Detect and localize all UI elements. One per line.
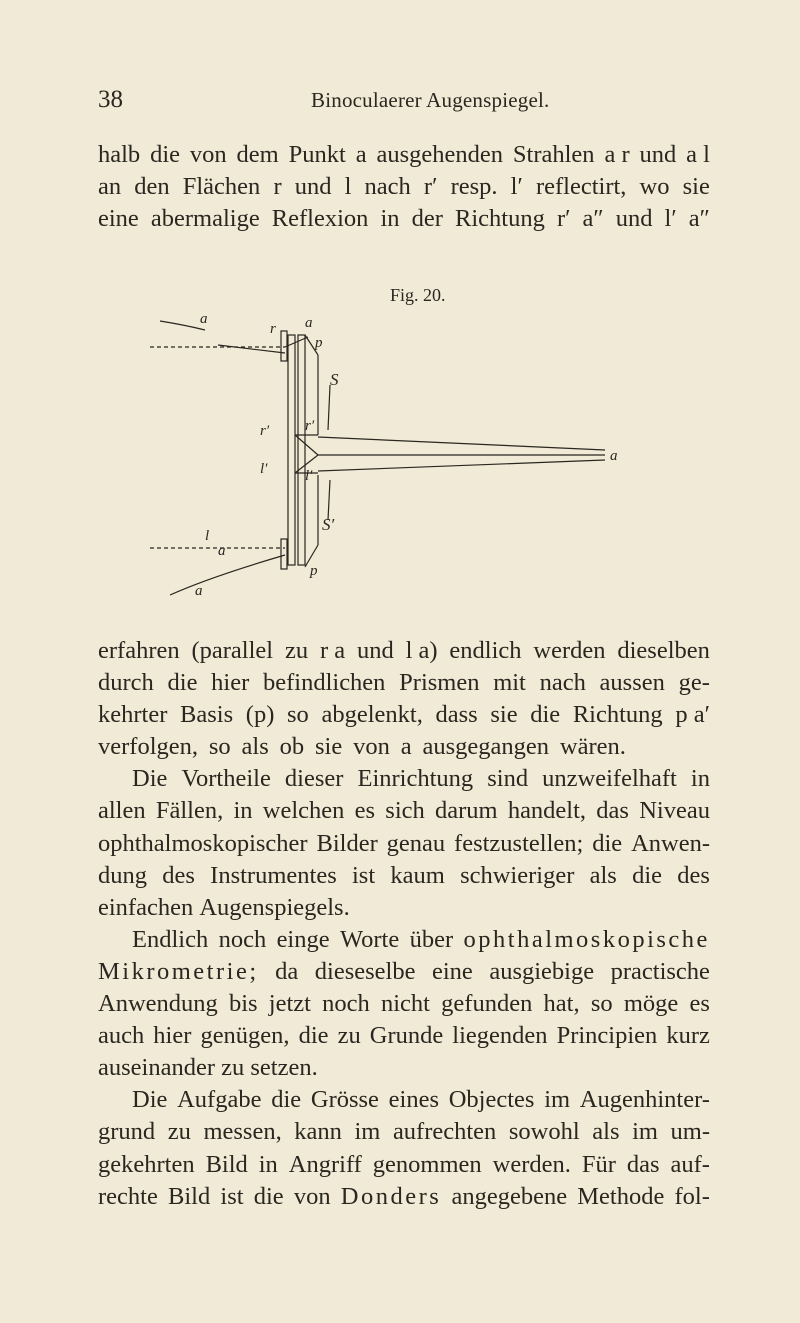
fig-label: l′ (305, 468, 313, 484)
word: Worte (339, 925, 400, 953)
word: dem (236, 141, 279, 168)
word: so (208, 733, 231, 761)
fig-label: a (610, 448, 618, 464)
fig-label: l (205, 528, 210, 544)
word: noch (322, 990, 370, 1018)
word: Mikrometrie; (98, 957, 259, 985)
word: abgelenkt, (321, 701, 423, 729)
word: angegebene (451, 1182, 568, 1210)
page-header (98, 86, 708, 118)
word: die (298, 1022, 329, 1050)
word: erfahren (98, 637, 180, 664)
text-line (98, 139, 710, 171)
word: Bild (168, 1182, 211, 1210)
word: setzen. (250, 1054, 318, 1082)
running-title: Binoculaerer Augenspiegel. (311, 88, 550, 112)
word: Reflexion (271, 205, 369, 233)
word: und (615, 205, 653, 233)
word: zu (337, 1022, 361, 1050)
word: r (273, 173, 282, 201)
word: messen, (203, 1118, 282, 1146)
text-line (98, 988, 710, 1020)
word: des (677, 861, 710, 889)
ray-line (160, 321, 205, 330)
word: das (596, 797, 629, 825)
word: genommen (372, 1150, 482, 1178)
word: wo (639, 173, 670, 201)
word: es (354, 797, 376, 825)
word: nach (539, 669, 586, 697)
word: auf- (670, 1150, 710, 1178)
word: Donders (340, 1182, 442, 1210)
word: werden (533, 637, 606, 664)
word: Fällen, (155, 797, 224, 825)
word: und (356, 637, 394, 664)
word: Objectes (448, 1086, 535, 1114)
word: Richtung (455, 205, 545, 233)
word: liegenden (452, 1022, 548, 1050)
word: Prismen (399, 669, 480, 697)
fig-label-s-prime: S′ (322, 515, 335, 534)
word: Punkt (288, 141, 346, 168)
word: eines (388, 1086, 439, 1114)
word: hier (211, 669, 250, 697)
word: kehrter (98, 701, 168, 729)
ray-line (218, 345, 285, 353)
word: resp. (450, 173, 498, 201)
word: werden. (492, 1150, 571, 1178)
word: und (294, 173, 332, 201)
word: in (690, 765, 710, 793)
word: im (354, 1118, 381, 1146)
fig-label: a (305, 315, 313, 331)
word: rechte (98, 1182, 158, 1210)
word: sie (315, 733, 343, 761)
word: Basis (180, 701, 234, 729)
word: a r (604, 141, 630, 168)
text-line (98, 924, 710, 956)
word: handelt, (507, 797, 587, 825)
word: im (632, 1118, 658, 1146)
word: practische (610, 957, 710, 985)
text-line (98, 860, 710, 892)
word: nach (364, 173, 411, 201)
prism-lower (281, 539, 287, 569)
fig-label: r (270, 321, 276, 337)
word: grund (98, 1118, 156, 1146)
word: r a (319, 637, 346, 664)
text-line (98, 763, 710, 795)
word: bis (228, 990, 258, 1018)
word: als (241, 733, 269, 761)
word: zu (284, 637, 309, 664)
text-line (98, 1116, 710, 1148)
page-number: 38 (98, 86, 123, 113)
word: als (589, 861, 617, 889)
word: Die (132, 1086, 168, 1114)
figure-prism-diagram (150, 305, 620, 610)
word: darum (434, 797, 498, 825)
word: Angriff (288, 1150, 362, 1178)
word: so (287, 701, 309, 729)
text-line (98, 667, 710, 699)
word: genügen, (200, 1022, 290, 1050)
word: durch (98, 669, 154, 697)
word: auch (98, 1022, 145, 1050)
word: wären. (559, 733, 626, 761)
word: in (233, 797, 253, 825)
word: kaum (390, 861, 445, 889)
word: (p) (245, 701, 275, 729)
word: ausgiebige (489, 957, 595, 985)
word: Für (581, 1150, 616, 1178)
word: die (271, 1086, 302, 1114)
word: sich (385, 797, 425, 825)
word: l a) (405, 637, 438, 664)
word: kurz (666, 1022, 710, 1050)
word: schwieriger (460, 861, 575, 889)
text-line (98, 1181, 710, 1213)
word: Richtung (572, 701, 663, 729)
mirror-plate-left (288, 335, 295, 565)
word: eine (432, 957, 473, 985)
fig-label: a (218, 543, 226, 559)
word: hier (153, 1022, 192, 1050)
word: kann (294, 1118, 342, 1146)
word: ophthalmoskopischer (98, 829, 308, 857)
word: r′ (423, 173, 438, 201)
tick-mark (328, 385, 330, 430)
fig-label: a (200, 311, 208, 327)
word: das (626, 1150, 660, 1178)
word: befindlichen (262, 669, 386, 697)
word: an (98, 173, 122, 201)
word: l′ (510, 173, 523, 201)
word: Aufgabe (177, 1086, 262, 1114)
word: sowohl (508, 1118, 580, 1146)
word: Methode (577, 1182, 665, 1210)
word: und (639, 141, 677, 168)
word: ob (279, 733, 305, 761)
word: nicht (380, 990, 430, 1018)
word: die (167, 669, 198, 697)
word: Augenhinter- (579, 1086, 710, 1114)
word: in (258, 1150, 278, 1178)
word: über (409, 925, 454, 953)
word: aufrechten (392, 1118, 497, 1146)
text-line (98, 1084, 710, 1116)
word: dieselben (617, 637, 710, 664)
word: möge (623, 990, 679, 1018)
ray-line (318, 437, 605, 450)
word: reflectirt, (535, 173, 627, 201)
word: endlich (449, 637, 522, 664)
word: welchen (262, 797, 345, 825)
word: von (189, 141, 227, 168)
text-line (98, 1149, 710, 1181)
word: die (632, 861, 663, 889)
word: r′ (556, 205, 571, 233)
word: ist (220, 1182, 244, 1210)
text-line (98, 203, 710, 235)
word: um- (670, 1118, 710, 1146)
word: einfachen (98, 893, 194, 921)
word: zu (167, 1118, 191, 1146)
text-line (98, 828, 710, 860)
word: l′ (664, 205, 677, 233)
word: ausgehenden (376, 141, 504, 168)
word: es (689, 990, 710, 1018)
text-line (98, 892, 710, 924)
word: die (530, 701, 561, 729)
word: Anwendung (98, 990, 218, 1018)
word: fol- (674, 1182, 710, 1210)
word: Die (132, 765, 168, 793)
fig-label: p (315, 335, 323, 351)
word: hat, (543, 990, 580, 1018)
word: Einrichtung (357, 765, 474, 793)
word: die (150, 141, 181, 168)
word: von (293, 1182, 331, 1210)
word: a (400, 733, 412, 761)
word: die (253, 1182, 284, 1210)
text-line (98, 1052, 710, 1084)
text-block-top (98, 139, 710, 235)
text-line (98, 795, 710, 827)
word: sind (487, 765, 529, 793)
ray-line (170, 555, 285, 595)
word: ge- (678, 669, 710, 697)
mirror-plate-right (298, 335, 305, 565)
text-line (98, 1020, 710, 1052)
fig-label-s: S (330, 370, 339, 389)
word: aussen (599, 669, 665, 697)
word: den (134, 173, 170, 201)
word: gekehrten (98, 1150, 195, 1178)
word: ophthalmoskopische (463, 925, 710, 953)
word: Anwen- (631, 829, 710, 857)
word: dass (435, 701, 478, 729)
word: von (353, 733, 390, 761)
word: Strahlen (512, 141, 595, 168)
text-line (98, 635, 710, 667)
fig-label: a (195, 583, 203, 599)
word: ist (351, 861, 376, 889)
word: p a′ (675, 701, 710, 729)
word: (parallel (191, 637, 274, 664)
prism-diagram (150, 305, 620, 610)
word: des (162, 861, 195, 889)
word: noch (218, 925, 267, 953)
word: Augenspiegels. (199, 893, 350, 921)
word: abermalige (150, 205, 260, 233)
word: als (592, 1118, 620, 1146)
word: Principien (556, 1022, 658, 1050)
text-line (98, 171, 710, 203)
word: dieseselbe (314, 957, 416, 985)
word: allen (98, 797, 146, 825)
text-line (98, 731, 626, 763)
word: eine (98, 205, 139, 233)
ray-line (318, 460, 605, 471)
word: a (355, 141, 367, 168)
word: Grunde (369, 1022, 444, 1050)
word: so (590, 990, 613, 1018)
word: unzweifelhaft (542, 765, 677, 793)
word: Endlich (132, 925, 209, 953)
word: dung (98, 861, 147, 889)
fig-label: r′ (260, 423, 270, 439)
word: da (275, 957, 299, 985)
word: ausgegangen (422, 733, 550, 761)
word: halb (98, 141, 141, 168)
word: Bild (205, 1150, 248, 1178)
word: a l (686, 141, 710, 168)
text-line (98, 956, 710, 988)
tick-mark (328, 480, 330, 520)
word: einge (276, 925, 330, 953)
fig-label: p (310, 563, 318, 579)
word: jetzt (268, 990, 311, 1018)
word: a″ (688, 205, 710, 233)
word: l (344, 173, 352, 201)
word: in (380, 205, 400, 233)
word: Niveau (639, 797, 710, 825)
word: Vortheile (181, 765, 271, 793)
word: sie (682, 173, 710, 201)
word: im (544, 1086, 571, 1114)
word: Bilder (316, 829, 378, 857)
fig-label: l′ (260, 461, 268, 477)
word: a″ (582, 205, 604, 233)
figure-caption: Fig. 20. (390, 285, 446, 305)
word: zu (221, 1054, 245, 1082)
word: sie (490, 701, 518, 729)
text-line (98, 699, 710, 731)
word: genau (386, 829, 446, 857)
word: der (411, 205, 443, 233)
word: die (592, 829, 623, 857)
word: gefunden (441, 990, 533, 1018)
word: Flächen (182, 173, 261, 201)
word: Grösse (310, 1086, 379, 1114)
word: dieser (284, 765, 344, 793)
word: verfolgen, (98, 733, 198, 761)
word: festzustellen; (454, 829, 584, 857)
word: mit (493, 669, 526, 697)
word: auseinander (98, 1054, 215, 1082)
fig-label: r′ (305, 418, 315, 434)
word: Instrumentes (210, 861, 337, 889)
text-block-main (98, 635, 710, 1213)
